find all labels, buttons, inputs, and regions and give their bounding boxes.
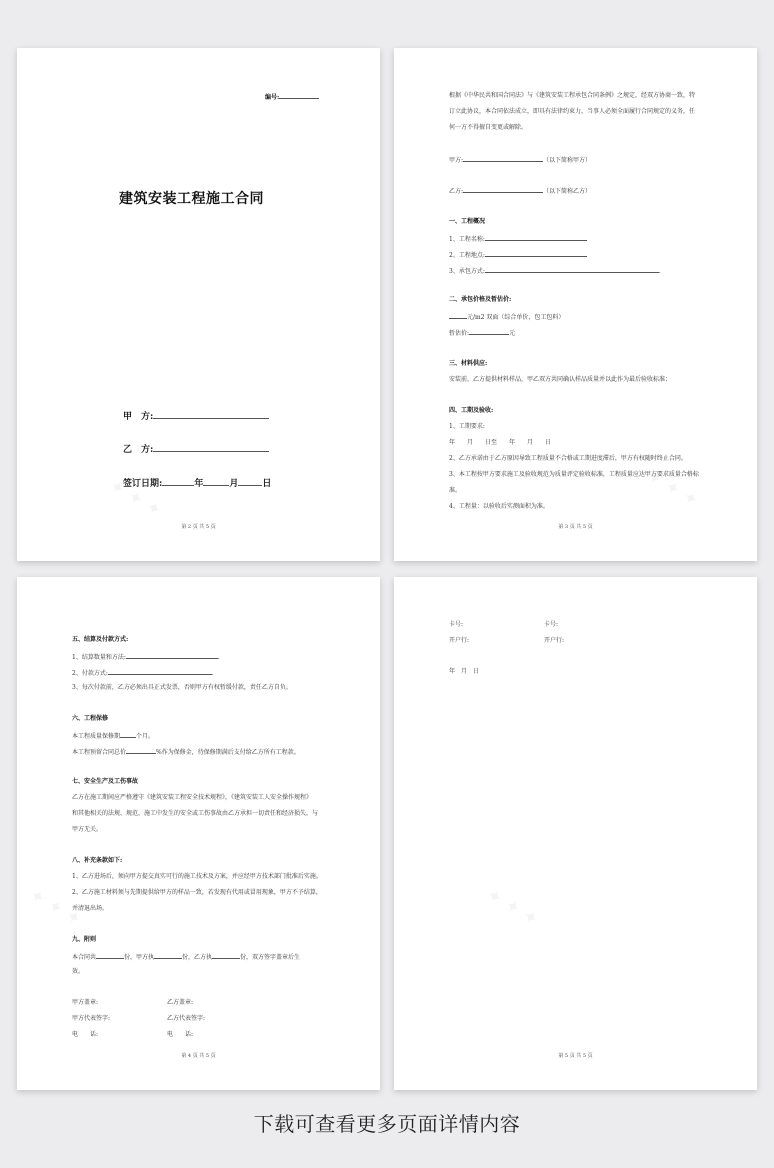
page-footer: 第 2 页 共 5 页 bbox=[181, 524, 216, 530]
contract-page-5 bbox=[394, 577, 757, 1090]
s6-percent-blank bbox=[126, 747, 156, 754]
page-footer: 第 5 页 共 5 页 bbox=[558, 1053, 593, 1059]
party-b-blank bbox=[463, 186, 543, 193]
s1-item-1 bbox=[449, 234, 587, 244]
s5-item-3: 3、每次付款前，乙方必须出具正式发票，否则甲方有权暂缓付款，责任乙方自负。 bbox=[72, 684, 292, 691]
s2-line-1 bbox=[449, 312, 564, 322]
s4-item-1: 1、工期要求: bbox=[449, 423, 485, 430]
s2-estimate-blank bbox=[469, 328, 509, 335]
card-b-label: 卡号: bbox=[544, 621, 559, 628]
s6-line-1 bbox=[72, 731, 154, 741]
s9-line-1d: 份，双方签字盖章后生 bbox=[240, 954, 301, 961]
s9-line-2: 效。 bbox=[72, 968, 85, 975]
bank-a-label: 开户行: bbox=[449, 637, 470, 644]
party-b-label: 乙方: bbox=[449, 188, 464, 195]
intro-line-3: 何一方不得擅自变更或解除。 bbox=[449, 124, 528, 131]
s9-line-1b: 份，甲方执 bbox=[124, 954, 155, 961]
date-label: 年 月 日 bbox=[449, 668, 480, 675]
s9-line-1a: 本合同共 bbox=[72, 954, 97, 961]
s9-b-blank bbox=[212, 952, 240, 959]
s6-line-1b: 个月。 bbox=[136, 733, 155, 740]
contract-page-3 bbox=[394, 48, 757, 561]
party-a-label: 甲 方: bbox=[123, 412, 154, 422]
party-b-label: 乙 方: bbox=[123, 445, 154, 455]
month-blank bbox=[203, 477, 229, 486]
contract-number-blank bbox=[279, 92, 319, 99]
s9-line-1 bbox=[72, 952, 300, 962]
s2-line-1-text: 元/m2 双面（综合单价，包工包料） bbox=[467, 314, 565, 321]
section-2-title: 二、承包价格及暂估价: bbox=[449, 296, 512, 303]
section-9-title: 九、附则 bbox=[72, 936, 97, 943]
day-label: 日 bbox=[262, 479, 272, 489]
year-label: 年 bbox=[194, 479, 204, 489]
party-b-row bbox=[123, 442, 269, 455]
seal-b-label: 乙方盖章: bbox=[167, 999, 194, 1006]
s4-dates: 年 月 日至 年 月 日 bbox=[449, 439, 552, 446]
contract-page-4 bbox=[17, 577, 380, 1090]
page-footer: 第 3 页 共 5 页 bbox=[558, 524, 593, 530]
s1-item-3: 3、承包方式: . bbox=[449, 268, 661, 275]
s3-line: 安装前，乙方提供材料样品，甲乙双方共同确认样品质量并以此作为最后验收标准； bbox=[449, 376, 672, 383]
rep-b-label: 乙方代表签字: bbox=[167, 1015, 206, 1022]
s4-item-3a: 3、本工程按甲方要求施工及验收规范为质量评定验收标准，工程质量应达甲方要求质量合格标 bbox=[449, 471, 699, 478]
s5-item-2-blank bbox=[108, 668, 212, 675]
s7-line-1: 乙方在施工期间应严格遵守《建筑安装工程安全技术规程》，《建筑安装工人安全操作规程》 bbox=[72, 794, 313, 801]
s1-item-3-label: 3、承包方式: bbox=[449, 268, 485, 275]
section-3-title: 三、材料供应: bbox=[449, 360, 488, 367]
s5-item-1-blank bbox=[126, 652, 218, 659]
s5-item-2: 2、付款方式: . bbox=[72, 670, 214, 677]
sign-date-label: 签订日期: bbox=[123, 479, 163, 489]
section-6-title: 六、工程保修 bbox=[72, 715, 109, 722]
s4-item-4: 4、工程量：以验收后实测面积为准。 bbox=[449, 503, 549, 510]
s9-line-1c: 份，乙方执 bbox=[182, 954, 213, 961]
s1-item-2-label: 2、工程地点: bbox=[449, 252, 485, 259]
s9-a-blank bbox=[154, 952, 182, 959]
rep-a-label: 甲方代表签字: bbox=[72, 1015, 111, 1022]
day-blank bbox=[238, 477, 262, 486]
party-a-blank bbox=[463, 155, 543, 162]
party-b-blank bbox=[153, 443, 269, 452]
s4-item-2: 2、乙方承诺由于乙方原因导致工程质量不合格或工期进度滞后，甲方有权随时终止合同。 bbox=[449, 455, 687, 462]
s1-item-1-label: 1、工程名称: bbox=[449, 236, 485, 243]
party-a-label: 甲方: bbox=[449, 157, 464, 164]
s2-line-2-label: 暂估价: bbox=[449, 330, 470, 337]
sign-date-row bbox=[123, 476, 271, 489]
s1-item-3-blank bbox=[485, 266, 659, 273]
section-7-title: 七、安全生产及工伤事故 bbox=[72, 778, 139, 785]
intro-line-1: 根据《中华民共和国合同法》与《建筑安装工程承包合同条例》之规定，经双方协商一致，特 bbox=[449, 92, 696, 99]
intro-line-2: 订立此协议，本合同依法成立，即具有法律约束力，当事人必须全面履行合同规定的义务，任 bbox=[449, 108, 696, 115]
party-a-blank bbox=[153, 410, 269, 419]
contract-page-2 bbox=[17, 48, 380, 561]
s2-line-2-unit: 元 bbox=[509, 330, 516, 337]
party-a-row bbox=[123, 409, 269, 422]
phone-a-label: 电 话: bbox=[72, 1031, 99, 1038]
s8-item-2a: 2、乙方施工材料须与先期提供给甲方的样品一致，若发现有代用或冒用现象，甲方不予结算， bbox=[72, 889, 322, 896]
party-b-row bbox=[449, 186, 591, 196]
party-a-row bbox=[449, 155, 591, 165]
section-4-title: 四、工期及验收: bbox=[449, 407, 494, 414]
s6-warranty-blank bbox=[120, 731, 136, 738]
s1-item-2 bbox=[449, 250, 587, 260]
s5-item-1-label: 1、结算数量和方法: bbox=[72, 654, 126, 661]
section-1-title: 一、工程概况 bbox=[449, 218, 486, 225]
contract-number-row bbox=[265, 92, 319, 102]
download-caption: 下载可查看更多页面详情内容 bbox=[253, 1112, 521, 1136]
card-a-label: 卡号: bbox=[449, 621, 464, 628]
bank-b-label: 开户行: bbox=[544, 637, 565, 644]
seal-a-label: 甲方盖章: bbox=[72, 999, 99, 1006]
watermark bbox=[483, 884, 543, 931]
s7-line-2: 和其他相关的法规、规范，施工中发生的安全或工伤事故由乙方承担一切责任和经济损失，与 bbox=[72, 810, 319, 817]
s6-line-2a: 本工程预留合同总价 bbox=[72, 749, 127, 756]
s1-item-1-blank bbox=[485, 234, 587, 241]
contract-title: 建筑安装工程施工合同 bbox=[119, 191, 264, 207]
contract-number-label: 编号: bbox=[265, 94, 280, 101]
page-footer: 第 4 页 共 5 页 bbox=[181, 1053, 216, 1059]
s2-line-2 bbox=[449, 328, 515, 338]
s5-item-2-label: 2、付款方式: bbox=[72, 670, 108, 677]
s6-line-2 bbox=[72, 747, 300, 757]
section-5-title: 五、结算及付款方式: bbox=[72, 636, 129, 643]
s8-item-1: 1、乙方进场后，须向甲方提交真实可行的施工技术及方案，并应经甲方技术部门批准后实施。 bbox=[72, 873, 322, 880]
year-blank bbox=[162, 477, 194, 486]
s9-total-blank bbox=[96, 952, 124, 959]
s8-item-2b: 并清退出场。 bbox=[72, 905, 109, 912]
month-label: 月 bbox=[229, 479, 239, 489]
party-a-note: （以下简称甲方） bbox=[543, 157, 592, 164]
s7-line-3: 甲方无关。 bbox=[72, 826, 103, 833]
section-8-title: 八、补充条款如下: bbox=[72, 857, 123, 864]
s4-item-3b: 准。 bbox=[449, 487, 462, 494]
phone-b-label: 电 话: bbox=[167, 1031, 194, 1038]
s5-item-1: 1、结算数量和方法: . bbox=[72, 654, 220, 661]
party-b-note: （以下简称乙方） bbox=[543, 188, 592, 195]
s6-line-1a: 本工程质量保修期 bbox=[72, 733, 121, 740]
s2-price-blank bbox=[449, 312, 467, 319]
s1-item-2-blank bbox=[485, 250, 587, 257]
s6-line-2b: %作为保修金，待保修期满后支付给乙方所有工程款。 bbox=[156, 749, 300, 756]
